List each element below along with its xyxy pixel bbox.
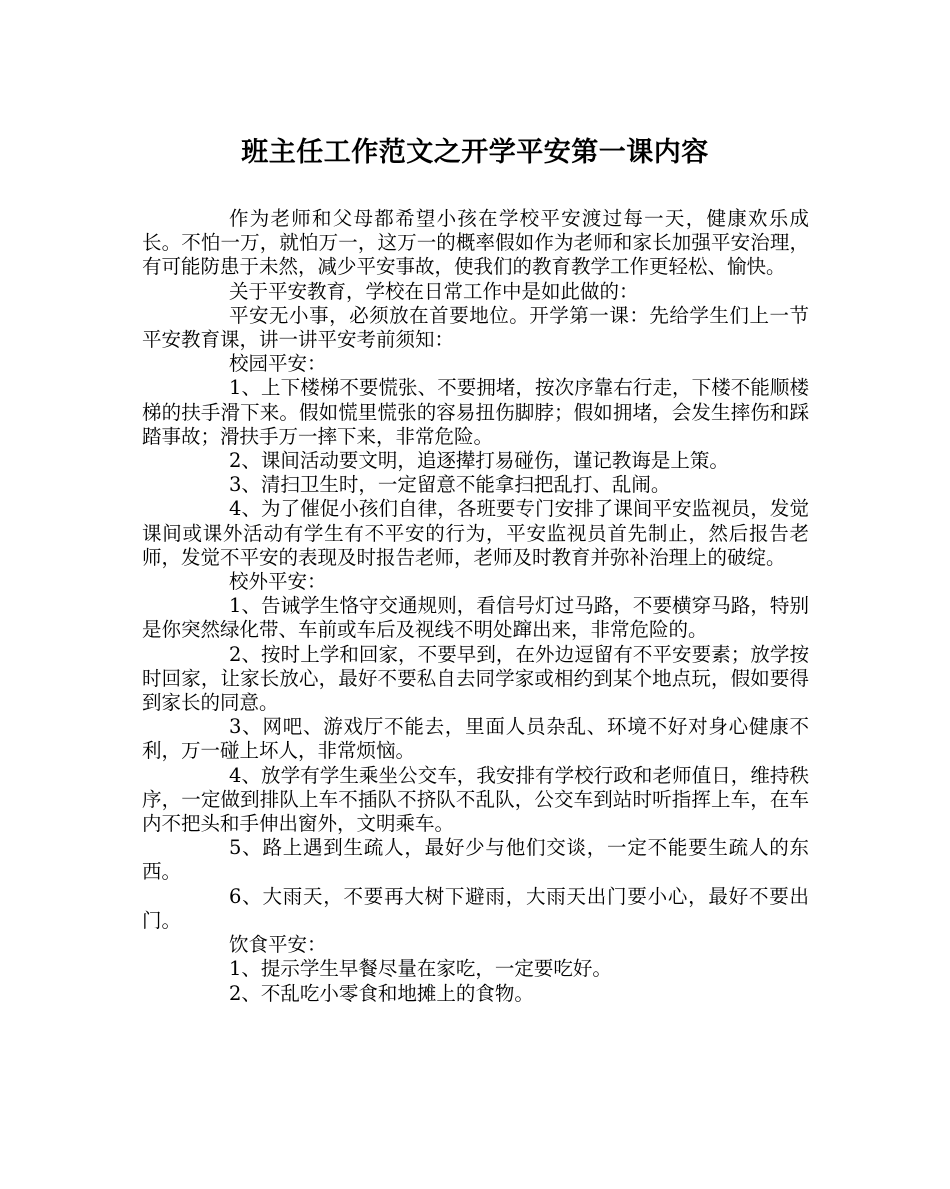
campus-item-3: 3、清扫卫生时，一定留意不能拿扫把乱打、乱闹。 [229,473,671,497]
offcampus-item-4: 4、放学有学生乘坐公交车，我安排有学校行政和老师值日，维持秩序，一定做到排队上车不插队不挤队不乱队，公交车到站时听指挥上车，在车内不把头和手伸出窗外，文明乘车。 [142,763,809,836]
campus-item-2: 2、课间活动要文明，追逐撵打易碰伤，谨记教诲是上策。 [229,449,729,473]
section-heading-offcampus-safety: 校外平安： [229,570,327,594]
document-title: 班主任工作范文之开学平安第一课内容 [241,137,709,168]
document-body [142,207,809,1006]
campus-item-4: 4、为了催促小孩们自律，各班要专门安排了课间平安监视员，发觉课间或课外活动有学生有不平安的行为，平安监视员首先制止，然后报告老师，发觉不平安的表现及时报告老师，老师及时教育并弥补治理上的破绽。 [142,497,809,569]
section-heading-food-safety: 饮食平安： [229,933,327,957]
paragraph-school-practice: 关于平安教育，学校在日常工作中是如此做的： [229,279,639,303]
paragraph-first-lesson: 平安无小事，必须放在首要地位。开学第一课：先给学生们上一节平安教育课，讲一讲平安考前须知： [142,303,809,352]
offcampus-item-5: 5、路上遇到生疏人，最好少与他们交谈，一定不能要生疏人的东西。 [142,836,809,884]
campus-item-1: 1、上下楼梯不要慌张、不要拥堵，按次序靠右行走，下楼不能顺楼梯的扶手滑下来。假如慌里慌张的容易扭伤脚脖；假如拥堵，会发生摔伤和踩踏事故；滑扶手万一摔下来，非常危险。 [142,376,809,448]
section-heading-campus-safety: 校园平安： [229,352,327,376]
food-item-2: 2、不乱吃小零食和地摊上的食物。 [229,981,534,1005]
offcampus-item-3: 3、网吧、游戏厅不能去，里面人员杂乱、环境不好对身心健康不利，万一碰上坏人，非常烦恼。 [142,715,809,763]
offcampus-item-2: 2、按时上学和回家，不要早到，在外边逗留有不平安要素；放学按时回家，让家长放心，最好不要私自去同学家或相约到某个地点玩，假如要得到家长的同意。 [142,642,809,715]
offcampus-item-6: 6、大雨天，不要再大树下避雨，大雨天出门要小心，最好不要出门。 [142,884,809,932]
paragraph-intro: 作为老师和父母都希望小孩在学校平安渡过每一天，健康欢乐成长。不怕一万，就怕万一，这万一的概率假如作为老师和家长加强平安治理，有可能防患于未然，减少平安事故，使我们的教育教学工作更轻松、愉快。 [142,207,809,279]
food-item-1: 1、提示学生早餐尽量在家吃，一定要吃好。 [229,957,612,981]
offcampus-item-1: 1、告诫学生恪守交通规则，看信号灯过马路，不要横穿马路，特别是你突然绿化带、车前或车后及视线不明处蹿出来，非常危险的。 [142,594,809,642]
